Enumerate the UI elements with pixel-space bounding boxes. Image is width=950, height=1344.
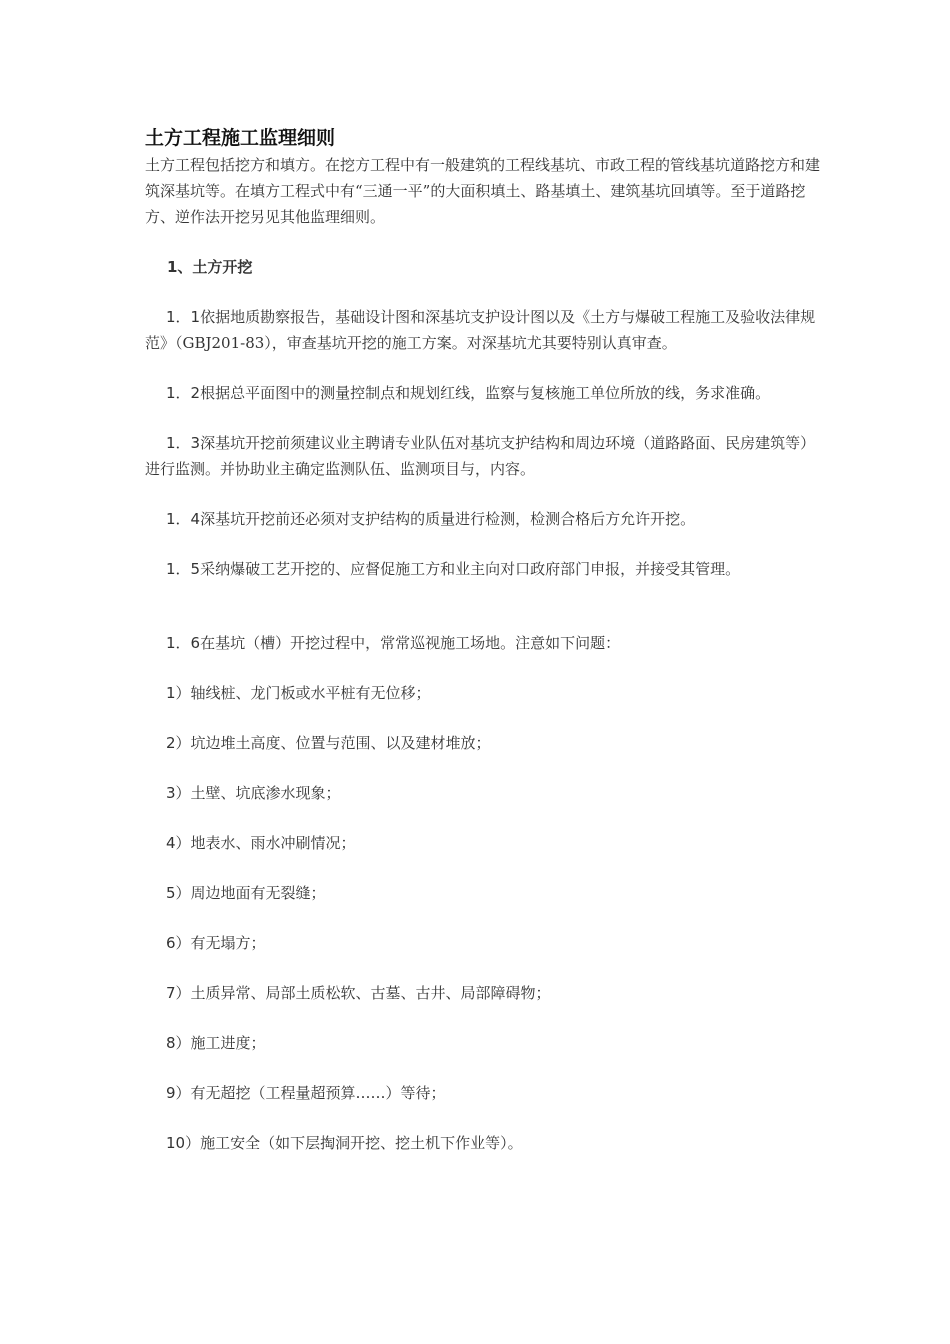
clause-number: 1．5 bbox=[166, 560, 201, 578]
list-item bbox=[145, 880, 825, 906]
list-item bbox=[145, 780, 825, 806]
list-item bbox=[145, 730, 825, 756]
list-item-text: 轴线桩、龙门板或水平桩有无位移； bbox=[190, 684, 431, 702]
list-item-number: 4） bbox=[166, 834, 191, 852]
list-item-number: 2） bbox=[166, 734, 191, 752]
list-item bbox=[145, 830, 825, 856]
clause-1-4 bbox=[145, 506, 825, 532]
clause-1-1 bbox=[145, 304, 825, 356]
clause-text: 依据地质勘察报告，基础设计图和深基坑支护设计图以及《土方与爆破工程施工及验收法律规范》（GBJ201-83），审查基坑开挖的施工方案。对深基坑尤其要特别认真审查。 bbox=[145, 308, 816, 352]
list-item-number: 6） bbox=[166, 934, 191, 952]
list-item-number: 10） bbox=[166, 1134, 201, 1152]
clause-text: 采纳爆破工艺开挖的、应督促施工方和业主向对口政府部门申报，并接受其管理。 bbox=[200, 560, 741, 578]
list-item-text: 施工进度； bbox=[190, 1034, 266, 1052]
clause-number: 1．6 bbox=[166, 634, 201, 652]
clause-1-3 bbox=[145, 430, 825, 482]
list-item-text: 坑边堆土高度、位置与范围、以及建材堆放； bbox=[190, 734, 491, 752]
clause-1-6 bbox=[145, 630, 825, 656]
clause-text: 在基坑（槽）开挖过程中，常常巡视施工场地。注意如下问题： bbox=[200, 634, 621, 652]
list-item-number: 7） bbox=[166, 984, 191, 1002]
list-item-number: 1） bbox=[166, 684, 191, 702]
list-item-text: 有无塌方； bbox=[190, 934, 266, 952]
clause-number: 1．1 bbox=[166, 308, 201, 326]
clause-1-2 bbox=[145, 380, 825, 406]
list-item-number: 3） bbox=[166, 784, 191, 802]
clause-text: 深基坑开挖前须建议业主聘请专业队伍对基坑支护结构和周边环境（道路路面、民房建筑等）进行监测。并协助业主确定监测队伍、监测项目与，内容。 bbox=[145, 434, 816, 478]
section-heading-earthwork-excavation: 1、土方开挖 bbox=[167, 258, 253, 276]
list-item-text: 土壁、坑底渗水现象； bbox=[190, 784, 341, 802]
document-title: 土方工程施工监理细则 bbox=[145, 127, 336, 149]
list-item bbox=[145, 1080, 825, 1106]
list-item bbox=[145, 1030, 825, 1056]
clause-text: 根据总平面图中的测量控制点和规划红线，监察与复核施工单位所放的线，务求准确。 bbox=[200, 384, 771, 402]
clause-number: 1．2 bbox=[166, 384, 201, 402]
list-item-text: 有无超挖（工程量超预算……）等待； bbox=[190, 1084, 446, 1102]
list-item-text: 周边地面有无裂缝； bbox=[190, 884, 326, 902]
list-item-text: 施工安全（如下层掏洞开挖、挖土机下作业等）。 bbox=[200, 1134, 523, 1152]
list-item-text: 地表水、雨水冲刷情况； bbox=[190, 834, 356, 852]
list-item-text: 土质异常、局部土质松软、古墓、古井、局部障碍物； bbox=[190, 984, 551, 1002]
clause-text: 深基坑开挖前还必须对支护结构的质量进行检测，检测合格后方允许开挖。 bbox=[200, 510, 696, 528]
list-item-number: 5） bbox=[166, 884, 191, 902]
clause-number: 1．3 bbox=[166, 434, 201, 452]
inspection-checklist bbox=[145, 680, 825, 1156]
clause-number: 1．4 bbox=[166, 510, 201, 528]
intro-paragraph: 土方工程包括挖方和填方。在挖方工程中有一般建筑的工程线基坑、市政工程的管线基坑道路挖方和建筑深基坑等。在填方工程式中有“三通一平”的大面积填土、路基填土、建筑基坑回填等。至于道路挖方、逆作法开挖另见其他监理细则。 bbox=[145, 156, 821, 226]
list-item bbox=[145, 980, 825, 1006]
list-item bbox=[145, 1130, 825, 1156]
clause-1-5 bbox=[145, 556, 825, 582]
list-item-number: 8） bbox=[166, 1034, 191, 1052]
list-item-number: 9） bbox=[166, 1084, 191, 1102]
document-body bbox=[145, 124, 825, 1180]
list-item bbox=[145, 930, 825, 956]
list-item bbox=[145, 680, 825, 706]
